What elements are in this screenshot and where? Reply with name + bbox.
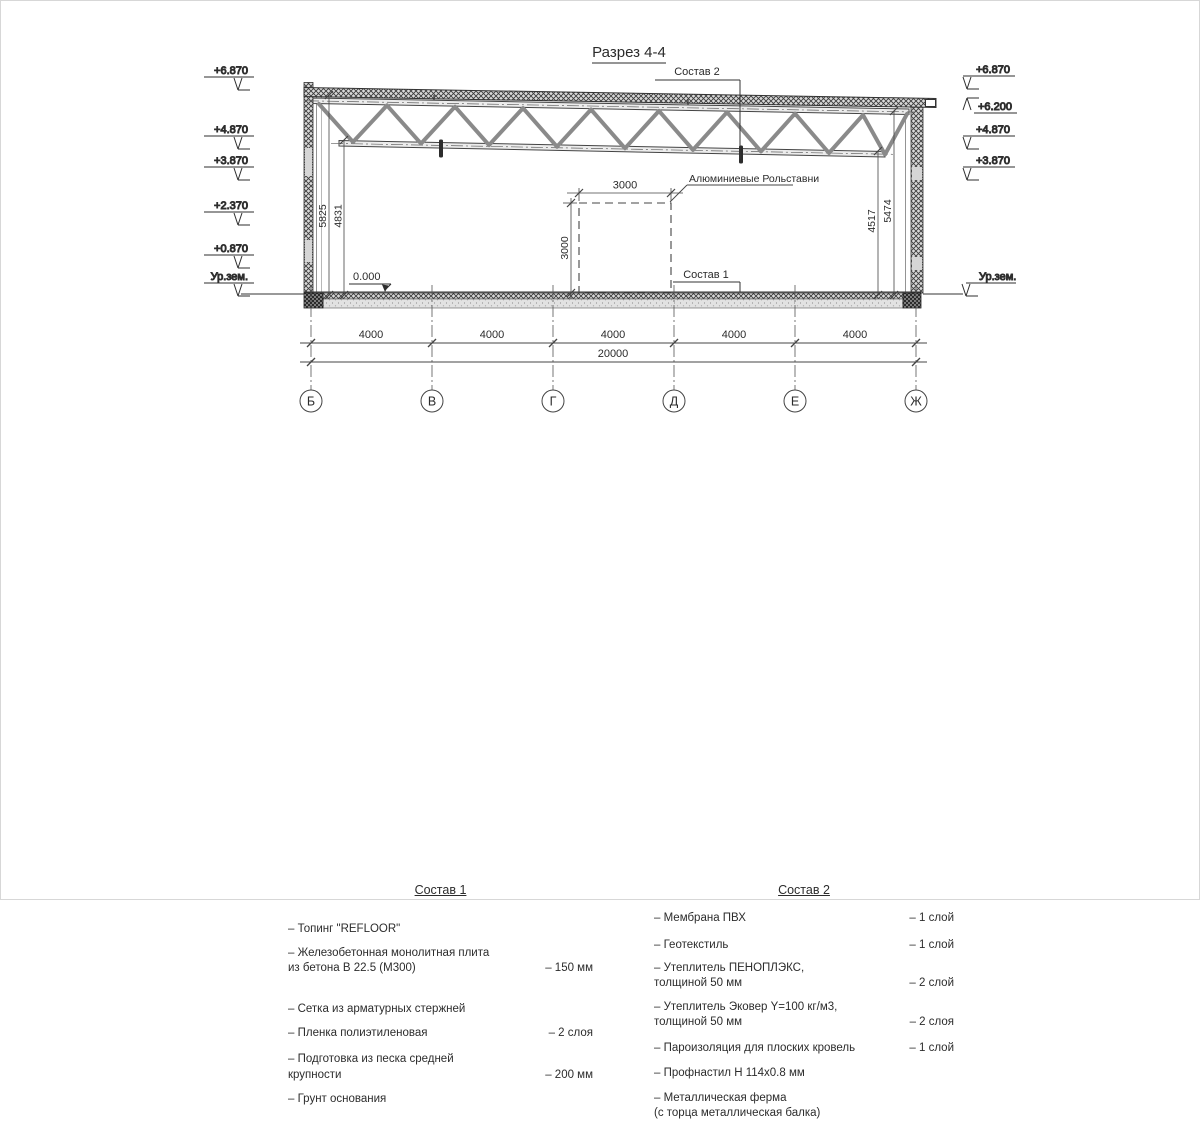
item-name: – Металлическая ферма (с торца металлическая балка) bbox=[654, 1091, 821, 1120]
axis-bubble-label: Д bbox=[669, 394, 679, 409]
item-name: – Топинг "REFLOOR" bbox=[288, 922, 401, 935]
axis-bubble-label: Е bbox=[790, 394, 800, 409]
item-name: – Профнастил Н 114х0.8 мм bbox=[654, 1066, 805, 1079]
span-dim: 4000 bbox=[358, 329, 384, 341]
axis-bubble-label: В bbox=[427, 394, 437, 409]
item-value: – 150 мм bbox=[545, 961, 593, 974]
list-item bbox=[654, 1091, 954, 1121]
item-name: – Мембрана ПВХ bbox=[654, 911, 746, 924]
list-item bbox=[654, 961, 954, 991]
elev-mark: +3.870 bbox=[214, 155, 248, 167]
elev-mark: +6.870 bbox=[214, 65, 248, 77]
item-name: – Железобетонная монолитная плита из бетона В 22.5 (М300) bbox=[288, 946, 490, 974]
elevation-marks-right bbox=[962, 64, 1017, 296]
elev-mark-roof-top: +6.200 bbox=[978, 101, 1012, 113]
shutter-width-dim bbox=[567, 180, 683, 202]
item-value: – 200 мм bbox=[545, 1068, 593, 1081]
sostav1-title: Состав 1 bbox=[414, 883, 467, 897]
elev-mark: +3.870 bbox=[976, 155, 1010, 167]
axis-bubble-label: Ж bbox=[910, 394, 922, 409]
item-value: – 2 слой bbox=[909, 977, 954, 990]
list-item bbox=[288, 946, 593, 976]
span-dim: 4000 bbox=[600, 329, 626, 341]
list-item bbox=[654, 1000, 954, 1030]
list-item bbox=[288, 1052, 593, 1082]
list-item bbox=[288, 1092, 593, 1107]
elev-mark: +6.870 bbox=[976, 64, 1010, 76]
list-item bbox=[288, 1026, 593, 1041]
span-dim: 4000 bbox=[721, 329, 747, 341]
left-wall bbox=[304, 83, 322, 294]
shutter-width-text: 3000 bbox=[612, 179, 638, 192]
shutter-label bbox=[670, 173, 819, 202]
elev-mark: +4.870 bbox=[976, 124, 1010, 136]
roof-edge-plate bbox=[926, 100, 936, 107]
list-item bbox=[654, 1041, 954, 1056]
item-name: – Подготовка из песка средней крупности bbox=[288, 1053, 454, 1081]
shutter-height-text: 3000 bbox=[559, 236, 571, 260]
elev-mark: +4.870 bbox=[214, 124, 248, 136]
vdim-left-truss: 4831 bbox=[332, 204, 345, 228]
total-dim: 20000 bbox=[597, 348, 629, 360]
sostav2-list bbox=[654, 882, 954, 1121]
item-name: – Утеплитель Эковер Y=100 кг/м3, толщиной 50 мм bbox=[654, 1001, 838, 1029]
list-item bbox=[654, 938, 954, 953]
left-foundation-block bbox=[304, 293, 323, 308]
span-dim: 4000 bbox=[479, 329, 505, 341]
elev-mark: +2.370 bbox=[214, 200, 248, 212]
item-value: – 2 слоя bbox=[909, 1016, 954, 1029]
elev-mark-ground: Ур.зем. bbox=[210, 271, 248, 283]
item-name: – Сетка из арматурных стержней bbox=[288, 1003, 466, 1016]
vdim-left-roof: 5825 bbox=[317, 204, 329, 228]
span-dim: 4000 bbox=[842, 329, 868, 341]
item-value: – 1 слой bbox=[909, 1041, 954, 1054]
elev-mark: +0.870 bbox=[214, 243, 248, 255]
sostav1-list bbox=[288, 882, 593, 1107]
floor-slab bbox=[304, 292, 921, 308]
right-wall bbox=[906, 99, 924, 294]
item-name: – Геотекстиль bbox=[654, 938, 729, 951]
leader-sostav2-text: Состав 2 bbox=[674, 66, 720, 78]
item-value: – 1 слой bbox=[909, 911, 954, 924]
axis-bubble-label: Г bbox=[549, 394, 557, 409]
total-dimension-row bbox=[300, 348, 927, 366]
elevation-marks-left bbox=[204, 65, 254, 296]
span-dimension-row bbox=[300, 329, 927, 347]
shutter-height-dim bbox=[559, 198, 577, 299]
axis-bubbles bbox=[300, 390, 927, 412]
section-title: Разрез 4-4 bbox=[592, 44, 666, 61]
item-name: – Пароизоляция для плоских кровель bbox=[654, 1041, 856, 1054]
section-drawing bbox=[1, 1, 1201, 433]
list-item bbox=[654, 1066, 954, 1081]
axis-bubble-label: Б bbox=[306, 394, 316, 409]
floor-zero-mark bbox=[349, 271, 391, 292]
item-value: – 2 слоя bbox=[548, 1027, 593, 1040]
item-name: – Утеплитель ПЕНОПЛЭКС, толщиной 50 мм bbox=[654, 961, 805, 990]
vdim-right-roof: 5474 bbox=[882, 199, 894, 223]
vdim-right-truss: 4517 bbox=[866, 209, 878, 233]
list-item bbox=[654, 911, 954, 926]
zero-level-text: 0.000 bbox=[353, 271, 381, 283]
leader-sostav1 bbox=[673, 269, 740, 292]
list-item bbox=[288, 922, 593, 937]
right-foundation-block bbox=[903, 293, 921, 308]
list-item bbox=[288, 1002, 593, 1017]
sostav2-title: Состав 2 bbox=[778, 883, 830, 897]
shutter-label-text: Алюминиевые Рольставни bbox=[689, 173, 820, 185]
item-value: – 1 слой bbox=[909, 938, 954, 951]
item-name: – Пленка полиэтиленовая bbox=[288, 1027, 428, 1040]
item-name: – Грунт основания bbox=[288, 1092, 387, 1105]
chord-splice-mark bbox=[439, 140, 443, 158]
leader-sostav1-text: Состав 1 bbox=[683, 269, 729, 281]
elev-mark-ground: Ур.зем. bbox=[979, 271, 1017, 283]
